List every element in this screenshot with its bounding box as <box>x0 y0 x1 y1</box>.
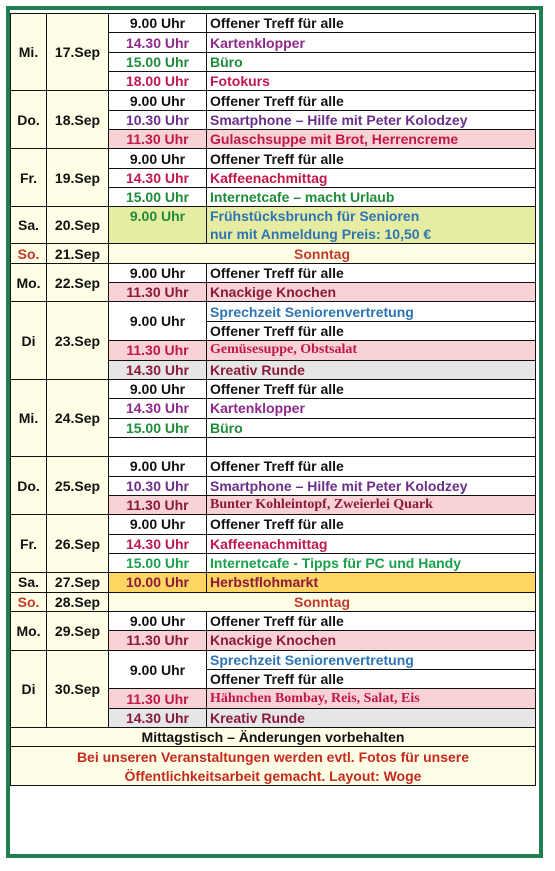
sunday-label: Sonntag <box>109 244 536 263</box>
day-label: Mo. <box>11 611 47 650</box>
empty-time-cell <box>109 437 207 456</box>
time-cell: 10.30 Uhr <box>109 476 207 495</box>
event-cell: Fotokurs <box>207 72 536 91</box>
time-cell: 14.30 Uhr <box>109 708 207 727</box>
time-cell: 9.00 Uhr <box>109 379 207 398</box>
day-label: Mi. <box>11 14 47 91</box>
time-cell: 10.30 Uhr <box>109 110 207 129</box>
event-cell: Offener Treff für alle <box>207 14 536 33</box>
event-cell: Offener Treff für alle <box>207 321 536 340</box>
table-row <box>11 728 536 747</box>
day-label: Di <box>11 650 47 727</box>
time-cell: 9.00 Uhr <box>109 207 207 244</box>
time-cell: 14.30 Uhr <box>109 168 207 187</box>
event-cell: Kaffeenachmittag <box>207 534 536 553</box>
empty-event-cell <box>207 437 536 456</box>
event-cell: Sprechzeit Seniorenvertretung <box>207 302 536 321</box>
event-cell: Büro <box>207 52 536 71</box>
footer-line-1: Mittagstisch – Änderungen vorbehalten <box>11 728 536 747</box>
date-label: 23.Sep <box>47 302 109 379</box>
table-row <box>11 244 536 263</box>
date-label: 19.Sep <box>47 149 109 207</box>
table-row <box>11 766 536 785</box>
time-cell: 14.30 Uhr <box>109 33 207 52</box>
event-cell: Gulaschsuppe mit Brot, Herrencreme <box>207 130 536 149</box>
event-cell: Offener Treff für alle <box>207 149 536 168</box>
table-row <box>11 14 536 33</box>
date-label: 28.Sep <box>47 592 109 611</box>
table-row <box>11 457 536 476</box>
event-cell: Offener Treff für alle <box>207 670 536 689</box>
time-cell: 9.00 Uhr <box>109 611 207 630</box>
table-row <box>11 611 536 630</box>
time-cell: 11.30 Uhr <box>109 689 207 708</box>
event-cell: Kartenklopper <box>207 399 536 418</box>
day-label: Do. <box>11 457 47 515</box>
table-row <box>11 91 536 110</box>
event-cell: Smartphone – Hilfe mit Peter Kolodzey <box>207 110 536 129</box>
table-row <box>11 263 536 282</box>
day-label: Mo. <box>11 263 47 302</box>
event-cell: Kreativ Runde <box>207 708 536 727</box>
sunday-label: Sonntag <box>109 592 536 611</box>
table-row <box>11 302 536 321</box>
time-cell: 9.00 Uhr <box>109 515 207 534</box>
brunch-line-2: nur mit Anmeldung Preis: 10,50 € <box>210 226 432 243</box>
date-label: 21.Sep <box>47 244 109 263</box>
event-cell: Bunter Kohleintopf, Zweierlei Quark <box>207 495 536 514</box>
time-cell: 18.00 Uhr <box>109 72 207 91</box>
time-cell: 15.00 Uhr <box>109 188 207 207</box>
time-cell: 11.30 Uhr <box>109 631 207 650</box>
event-cell: Kaffeenachmittag <box>207 168 536 187</box>
date-label: 18.Sep <box>47 91 109 149</box>
event-cell: Internetcafe - Tipps für PC und Handy <box>207 553 536 572</box>
time-cell: 14.30 Uhr <box>109 534 207 553</box>
event-cell: Kartenklopper <box>207 33 536 52</box>
time-cell: 9.00 Uhr <box>109 263 207 282</box>
event-cell: Offener Treff für alle <box>207 91 536 110</box>
table-row <box>11 515 536 534</box>
event-cell: Offener Treff für alle <box>207 457 536 476</box>
event-cell: Büro <box>207 418 536 437</box>
event-cell: Gemüsesuppe, Obstsalat <box>207 341 536 360</box>
date-label: 27.Sep <box>47 573 109 592</box>
time-cell: 9.00 Uhr <box>109 650 207 689</box>
table-row <box>11 149 536 168</box>
schedule-table <box>10 13 536 786</box>
time-cell: 9.00 Uhr <box>109 14 207 33</box>
date-label: 30.Sep <box>47 650 109 727</box>
event-cell: Smartphone – Hilfe mit Peter Kolodzey <box>207 476 536 495</box>
table-row <box>11 747 536 766</box>
day-label: So. <box>11 244 47 263</box>
table-row <box>11 650 536 669</box>
day-label: Mi. <box>11 379 47 456</box>
date-label: 24.Sep <box>47 379 109 456</box>
event-cell: Herbstflohmarkt <box>207 573 536 592</box>
date-label: 20.Sep <box>47 207 109 244</box>
date-label: 29.Sep <box>47 611 109 650</box>
time-cell: 11.30 Uhr <box>109 283 207 302</box>
time-cell: 15.00 Uhr <box>109 553 207 572</box>
event-cell: Kreativ Runde <box>207 360 536 379</box>
date-label: 22.Sep <box>47 263 109 302</box>
event-cell: Internetcafe – macht Urlaub <box>207 188 536 207</box>
time-cell: 14.30 Uhr <box>109 360 207 379</box>
time-cell: 15.00 Uhr <box>109 418 207 437</box>
time-cell: 11.30 Uhr <box>109 495 207 514</box>
day-label: Sa. <box>11 573 47 592</box>
time-cell: 9.00 Uhr <box>109 91 207 110</box>
day-label: Fr. <box>11 149 47 207</box>
brunch-line-1: Frühstücksbrunch für Senioren <box>210 208 420 225</box>
day-label: So. <box>11 592 47 611</box>
event-cell: Offener Treff für alle <box>207 611 536 630</box>
time-cell: 9.00 Uhr <box>109 457 207 476</box>
day-label: Do. <box>11 91 47 149</box>
event-cell: Hähnchen Bombay, Reis, Salat, Eis <box>207 689 536 708</box>
time-cell: 14.30 Uhr <box>109 399 207 418</box>
date-label: 26.Sep <box>47 515 109 573</box>
time-cell: 15.00 Uhr <box>109 52 207 71</box>
event-cell: Offener Treff für alle <box>207 263 536 282</box>
time-cell: 11.30 Uhr <box>109 341 207 360</box>
brunch-event-cell <box>207 207 536 244</box>
time-cell: 11.30 Uhr <box>109 130 207 149</box>
event-cell: Knackige Knochen <box>207 631 536 650</box>
table-row <box>11 592 536 611</box>
day-label: Fr. <box>11 515 47 573</box>
event-cell: Sprechzeit Seniorenvertretung <box>207 650 536 669</box>
date-label: 17.Sep <box>47 14 109 91</box>
footer-line-2: Bei unseren Veranstaltungen werden evtl. Fotos für unsere <box>11 747 536 766</box>
time-cell: 10.00 Uhr <box>109 573 207 592</box>
time-cell: 9.00 Uhr <box>109 149 207 168</box>
footer-line-3: Öffentlichkeitsarbeit gemacht. Layout: Woge <box>11 766 536 785</box>
time-cell: 9.00 Uhr <box>109 302 207 341</box>
day-label: Sa. <box>11 207 47 244</box>
day-label: Di <box>11 302 47 379</box>
date-label: 25.Sep <box>47 457 109 515</box>
event-cell: Offener Treff für alle <box>207 379 536 398</box>
event-cell: Offener Treff für alle <box>207 515 536 534</box>
table-row <box>11 379 536 398</box>
event-cell: Knackige Knochen <box>207 283 536 302</box>
